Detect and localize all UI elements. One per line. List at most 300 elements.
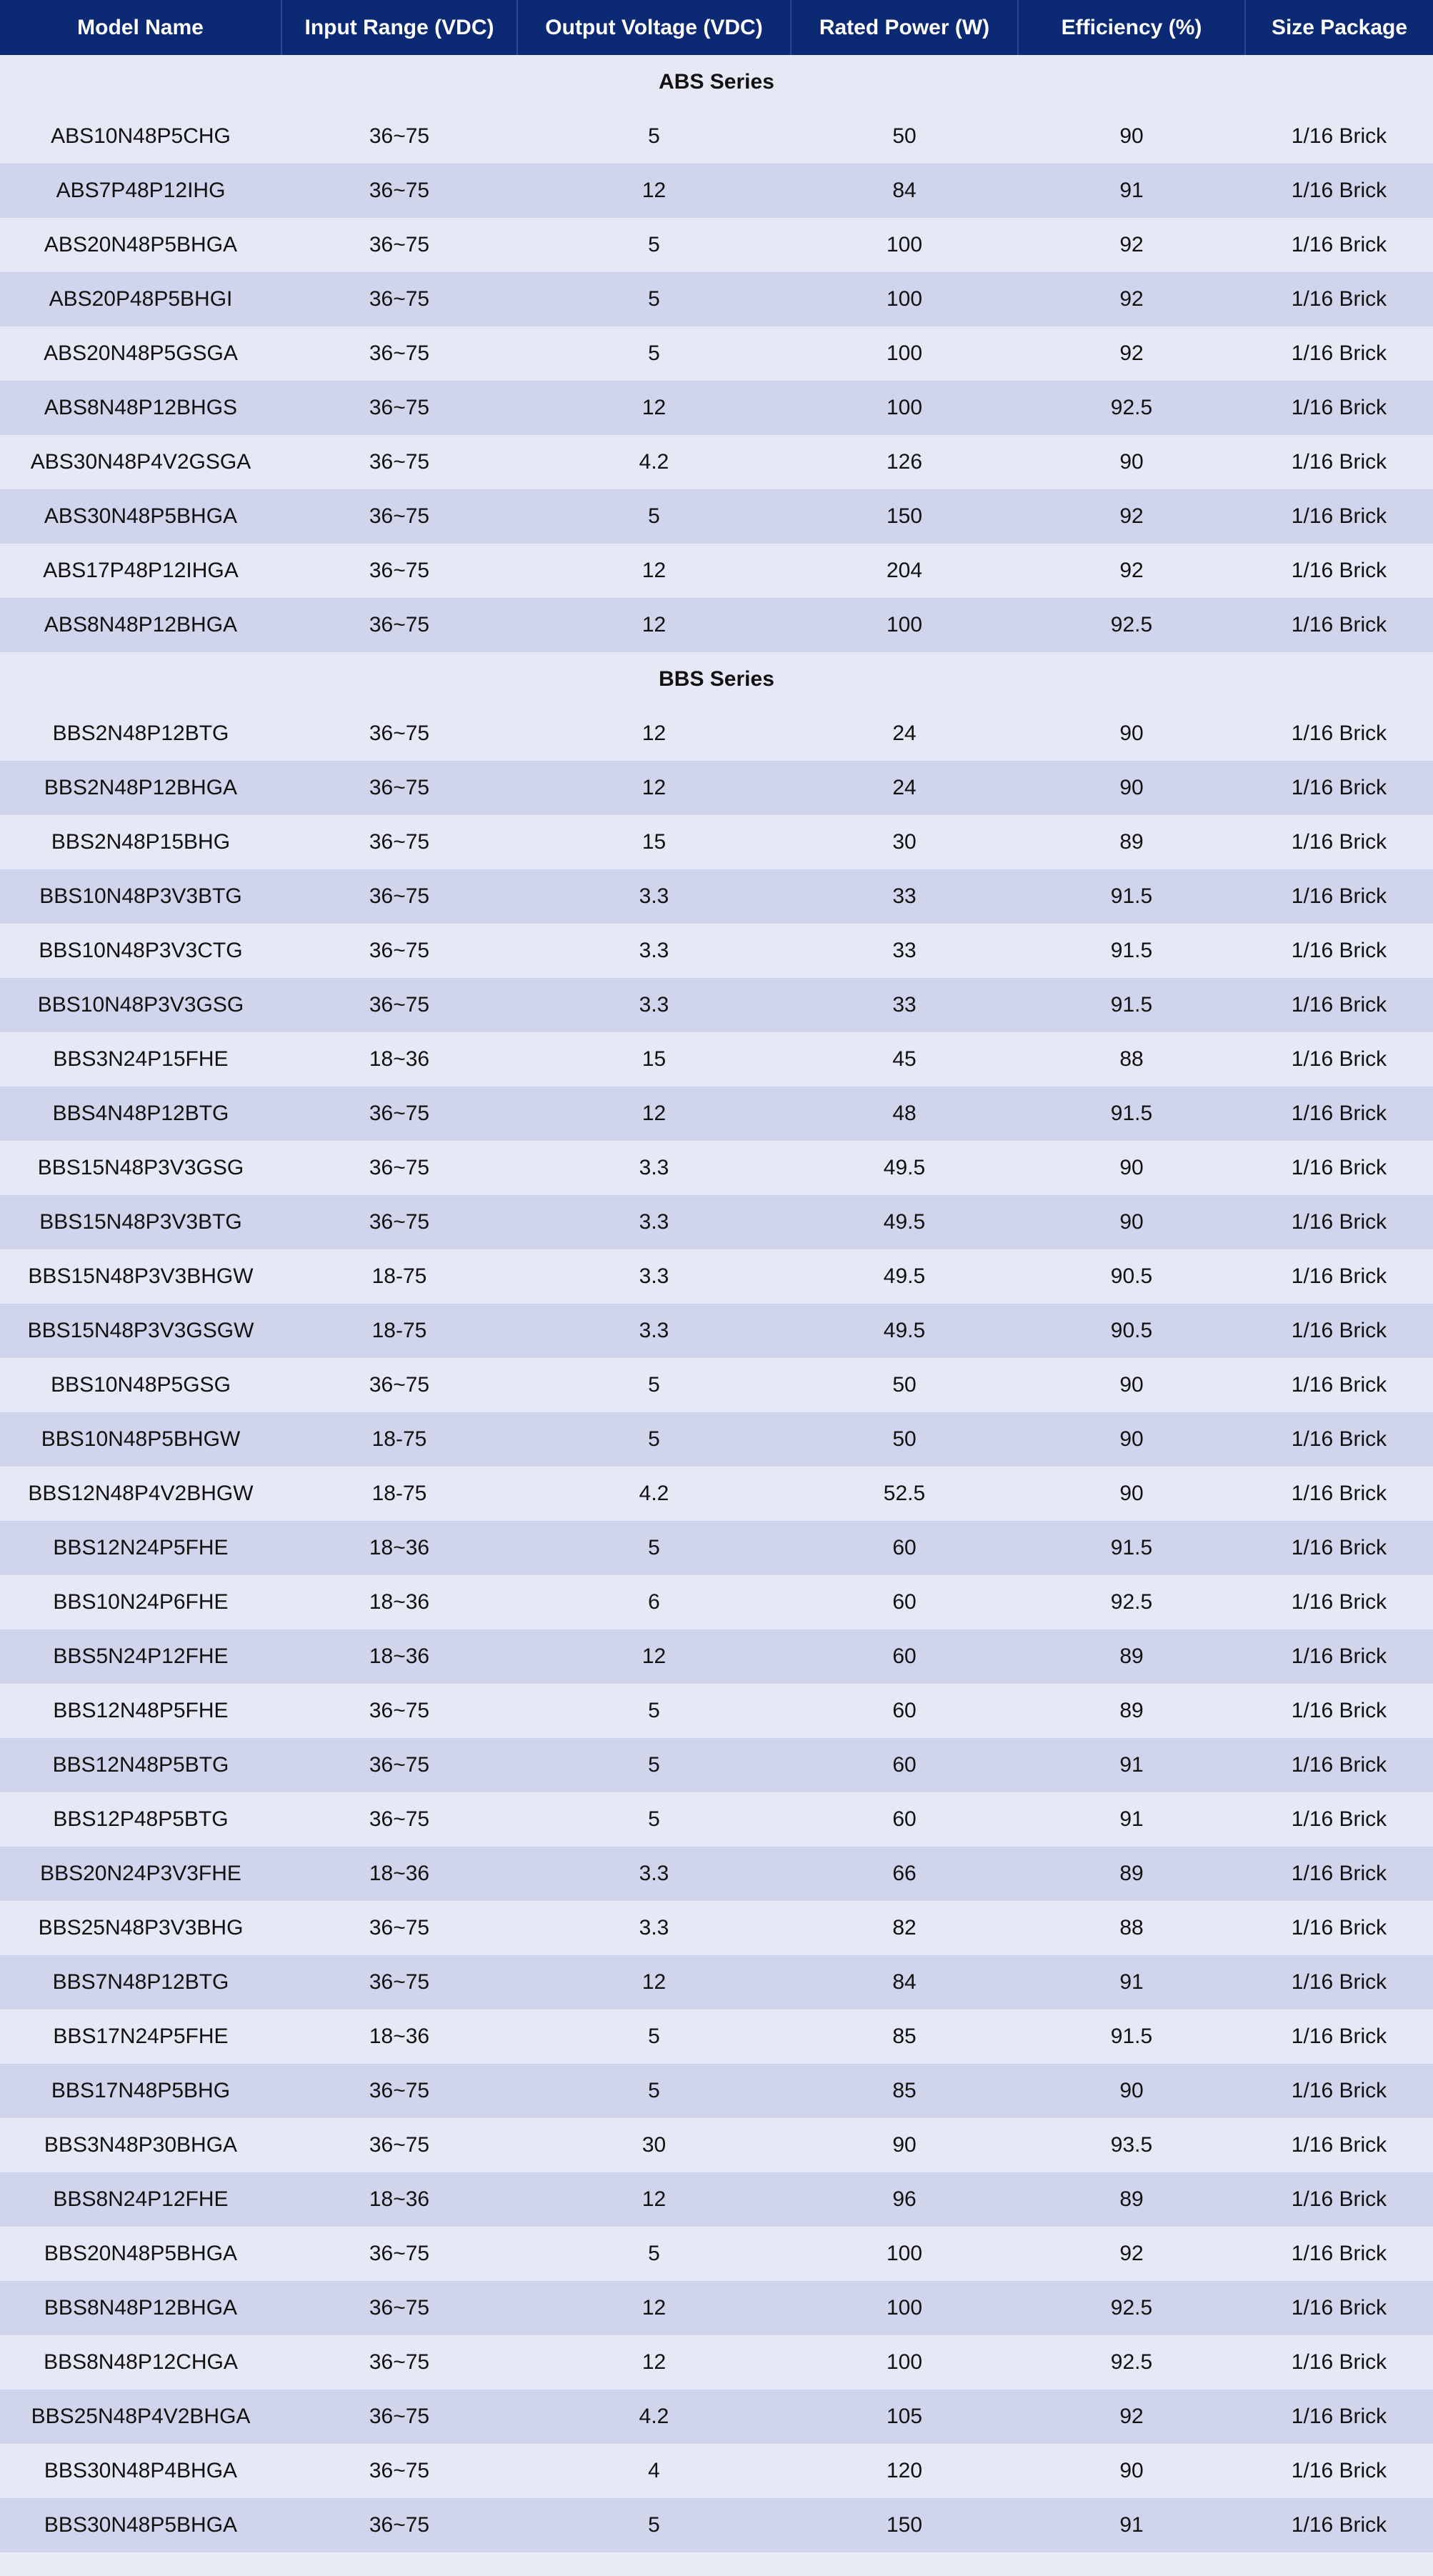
cell-rated-power: 60 <box>791 1629 1018 1684</box>
cell-size-package: 1/16 Brick <box>1245 2335 1433 2390</box>
cell-size-package: 1/16 Brick <box>1245 218 1433 272</box>
cell-model-name: BBS2N48P12BHGA <box>0 761 281 815</box>
cell-input-range: 36~75 <box>281 1792 517 1847</box>
cell-model-name: BBS10N24P6FHE <box>0 1575 281 1629</box>
table-row <box>0 1684 1433 1738</box>
cell-efficiency: 91 <box>1018 164 1245 218</box>
cell-output-voltage: 12 <box>517 598 791 652</box>
cell-efficiency: 90 <box>1018 1195 1245 1249</box>
cell-model-name: BBS12N48P5BTG <box>0 1738 281 1792</box>
cell-rated-power: 100 <box>791 2227 1018 2281</box>
cell-output-voltage: 3.3 <box>517 1249 791 1304</box>
cell-output-voltage: 5 <box>517 1358 791 1412</box>
cell-rated-power: 33 <box>791 869 1018 924</box>
cell-input-range: 36~75 <box>281 1087 517 1141</box>
cell-size-package: 1/16 Brick <box>1245 1521 1433 1575</box>
cell-model-name: BBS12N24P5FHE <box>0 1521 281 1575</box>
cell-size-package: 1/16 Brick <box>1245 707 1433 761</box>
cell-model-name: BBS15N48P3V3BTG <box>0 1195 281 1249</box>
cell-rated-power: 48 <box>791 1087 1018 1141</box>
column-header-model-name: Model Name <box>0 0 281 55</box>
table-row <box>0 1847 1433 1901</box>
cell-rated-power: 60 <box>791 1792 1018 1847</box>
cell-model-name: BBS10N48P5GSG <box>0 1358 281 1412</box>
cell-model-name: ABS30N48P4V2GSGA <box>0 435 281 489</box>
cell-efficiency: 90 <box>1018 1358 1245 1412</box>
cell-output-voltage: 5 <box>517 1412 791 1467</box>
cell-rated-power: 30 <box>791 815 1018 869</box>
cell-rated-power: 33 <box>791 924 1018 978</box>
table-body <box>0 55 1433 2552</box>
cell-efficiency: 93.5 <box>1018 2118 1245 2172</box>
cell-size-package: 1/16 Brick <box>1245 1738 1433 1792</box>
cell-size-package: 1/16 Brick <box>1245 272 1433 326</box>
cell-size-package: 1/16 Brick <box>1245 1412 1433 1467</box>
cell-output-voltage: 3.3 <box>517 869 791 924</box>
cell-output-voltage: 5 <box>517 218 791 272</box>
cell-efficiency: 91.5 <box>1018 1521 1245 1575</box>
cell-input-range: 18-75 <box>281 1412 517 1467</box>
table-row <box>0 2498 1433 2552</box>
cell-efficiency: 90 <box>1018 435 1245 489</box>
cell-input-range: 36~75 <box>281 2281 517 2335</box>
cell-input-range: 36~75 <box>281 1955 517 2010</box>
cell-rated-power: 49.5 <box>791 1195 1018 1249</box>
cell-output-voltage: 6 <box>517 1575 791 1629</box>
table-row <box>0 978 1433 1032</box>
cell-input-range: 36~75 <box>281 978 517 1032</box>
cell-size-package: 1/16 Brick <box>1245 435 1433 489</box>
cell-rated-power: 100 <box>791 218 1018 272</box>
table-row <box>0 2118 1433 2172</box>
cell-size-package: 1/16 Brick <box>1245 598 1433 652</box>
cell-input-range: 36~75 <box>281 2498 517 2552</box>
cell-model-name: BBS2N48P12BTG <box>0 707 281 761</box>
cell-model-name: BBS25N48P3V3BHG <box>0 1901 281 1955</box>
cell-efficiency: 89 <box>1018 815 1245 869</box>
cell-efficiency: 92.5 <box>1018 2281 1245 2335</box>
cell-input-range: 36~75 <box>281 869 517 924</box>
cell-output-voltage: 15 <box>517 1032 791 1087</box>
cell-efficiency: 90 <box>1018 2444 1245 2498</box>
table-row <box>0 2390 1433 2444</box>
cell-model-name: BBS20N48P5BHGA <box>0 2227 281 2281</box>
cell-input-range: 36~75 <box>281 1684 517 1738</box>
cell-output-voltage: 12 <box>517 2335 791 2390</box>
cell-output-voltage: 3.3 <box>517 1141 791 1195</box>
cell-input-range: 18~36 <box>281 1629 517 1684</box>
section-title: ABS Series <box>0 55 1433 109</box>
cell-rated-power: 50 <box>791 1358 1018 1412</box>
table-row <box>0 1575 1433 1629</box>
table-row <box>0 1141 1433 1195</box>
cell-input-range: 36~75 <box>281 2118 517 2172</box>
cell-rated-power: 100 <box>791 2335 1018 2390</box>
cell-output-voltage: 5 <box>517 1792 791 1847</box>
table-row <box>0 326 1433 381</box>
table-row <box>0 2227 1433 2281</box>
cell-efficiency: 91 <box>1018 1792 1245 1847</box>
table-row <box>0 707 1433 761</box>
table-row <box>0 218 1433 272</box>
cell-model-name: ABS20N48P5GSGA <box>0 326 281 381</box>
cell-model-name: BBS12P48P5BTG <box>0 1792 281 1847</box>
cell-input-range: 36~75 <box>281 272 517 326</box>
cell-efficiency: 89 <box>1018 1847 1245 1901</box>
cell-rated-power: 49.5 <box>791 1141 1018 1195</box>
table-row <box>0 2064 1433 2118</box>
cell-rated-power: 82 <box>791 1901 1018 1955</box>
cell-input-range: 18-75 <box>281 1467 517 1521</box>
cell-input-range: 36~75 <box>281 924 517 978</box>
cell-size-package: 1/16 Brick <box>1245 1792 1433 1847</box>
table-row <box>0 924 1433 978</box>
table-row <box>0 1467 1433 1521</box>
cell-input-range: 36~75 <box>281 761 517 815</box>
cell-efficiency: 92.5 <box>1018 1575 1245 1629</box>
cell-size-package: 1/16 Brick <box>1245 1847 1433 1901</box>
cell-rated-power: 100 <box>791 272 1018 326</box>
cell-output-voltage: 3.3 <box>517 978 791 1032</box>
cell-model-name: BBS8N24P12FHE <box>0 2172 281 2227</box>
cell-model-name: ABS20N48P5BHGA <box>0 218 281 272</box>
cell-efficiency: 91 <box>1018 1738 1245 1792</box>
cell-model-name: BBS4N48P12BTG <box>0 1087 281 1141</box>
cell-input-range: 18-75 <box>281 1304 517 1358</box>
cell-input-range: 36~75 <box>281 2227 517 2281</box>
cell-size-package: 1/16 Brick <box>1245 1629 1433 1684</box>
cell-rated-power: 24 <box>791 761 1018 815</box>
cell-size-package: 1/16 Brick <box>1245 1304 1433 1358</box>
cell-model-name: ABS8N48P12BHGA <box>0 598 281 652</box>
cell-input-range: 18~36 <box>281 1521 517 1575</box>
cell-rated-power: 66 <box>791 1847 1018 1901</box>
cell-input-range: 36~75 <box>281 326 517 381</box>
cell-efficiency: 90 <box>1018 1141 1245 1195</box>
cell-efficiency: 91 <box>1018 1955 1245 2010</box>
table-row <box>0 1032 1433 1087</box>
column-header-size-package: Size Package <box>1245 0 1433 55</box>
cell-size-package: 1/16 Brick <box>1245 2227 1433 2281</box>
cell-rated-power: 85 <box>791 2064 1018 2118</box>
cell-efficiency: 92 <box>1018 272 1245 326</box>
cell-rated-power: 84 <box>791 164 1018 218</box>
table-row <box>0 1792 1433 1847</box>
cell-model-name: BBS15N48P3V3BHGW <box>0 1249 281 1304</box>
cell-input-range: 36~75 <box>281 381 517 435</box>
cell-size-package: 1/16 Brick <box>1245 1467 1433 1521</box>
cell-model-name: BBS20N24P3V3FHE <box>0 1847 281 1901</box>
cell-model-name: BBS5N24P12FHE <box>0 1629 281 1684</box>
table-row <box>0 869 1433 924</box>
cell-size-package: 1/16 Brick <box>1245 2281 1433 2335</box>
cell-size-package: 1/16 Brick <box>1245 2172 1433 2227</box>
cell-size-package: 1/16 Brick <box>1245 1901 1433 1955</box>
cell-size-package: 1/16 Brick <box>1245 869 1433 924</box>
cell-output-voltage: 5 <box>517 109 791 164</box>
cell-output-voltage: 5 <box>517 1521 791 1575</box>
cell-efficiency: 90 <box>1018 109 1245 164</box>
cell-input-range: 36~75 <box>281 544 517 598</box>
table-row <box>0 1521 1433 1575</box>
cell-model-name: BBS8N48P12BHGA <box>0 2281 281 2335</box>
cell-size-package: 1/16 Brick <box>1245 978 1433 1032</box>
table-row <box>0 2172 1433 2227</box>
table-row <box>0 598 1433 652</box>
cell-input-range: 36~75 <box>281 707 517 761</box>
cell-input-range: 36~75 <box>281 2444 517 2498</box>
cell-rated-power: 100 <box>791 381 1018 435</box>
cell-efficiency: 90 <box>1018 1467 1245 1521</box>
cell-input-range: 36~75 <box>281 1141 517 1195</box>
cell-rated-power: 90 <box>791 2118 1018 2172</box>
cell-model-name: BBS12N48P5FHE <box>0 1684 281 1738</box>
table-row <box>0 1629 1433 1684</box>
table-row <box>0 164 1433 218</box>
cell-model-name: BBS8N48P12CHGA <box>0 2335 281 2390</box>
cell-efficiency: 91.5 <box>1018 869 1245 924</box>
cell-output-voltage: 5 <box>517 2227 791 2281</box>
cell-rated-power: 150 <box>791 2498 1018 2552</box>
cell-size-package: 1/16 Brick <box>1245 164 1433 218</box>
cell-size-package: 1/16 Brick <box>1245 489 1433 544</box>
cell-output-voltage: 5 <box>517 326 791 381</box>
cell-efficiency: 89 <box>1018 1629 1245 1684</box>
table-row <box>0 544 1433 598</box>
table-row <box>0 1738 1433 1792</box>
cell-output-voltage: 12 <box>517 1955 791 2010</box>
cell-output-voltage: 3.3 <box>517 1901 791 1955</box>
cell-efficiency: 92.5 <box>1018 381 1245 435</box>
cell-input-range: 36~75 <box>281 1738 517 1792</box>
table-row <box>0 381 1433 435</box>
cell-efficiency: 89 <box>1018 2172 1245 2227</box>
cell-rated-power: 49.5 <box>791 1249 1018 1304</box>
cell-input-range: 36~75 <box>281 815 517 869</box>
cell-rated-power: 60 <box>791 1684 1018 1738</box>
cell-size-package: 1/16 Brick <box>1245 326 1433 381</box>
cell-efficiency: 92 <box>1018 2390 1245 2444</box>
cell-model-name: BBS25N48P4V2BHGA <box>0 2390 281 2444</box>
cell-input-range: 36~75 <box>281 435 517 489</box>
cell-model-name: BBS10N48P3V3GSG <box>0 978 281 1032</box>
cell-output-voltage: 3.3 <box>517 1847 791 1901</box>
cell-model-name: BBS17N24P5FHE <box>0 2010 281 2064</box>
cell-model-name: BBS15N48P3V3GSG <box>0 1141 281 1195</box>
cell-rated-power: 100 <box>791 326 1018 381</box>
cell-efficiency: 88 <box>1018 1032 1245 1087</box>
cell-output-voltage: 12 <box>517 381 791 435</box>
cell-model-name: BBS30N48P5BHGA <box>0 2498 281 2552</box>
cell-size-package: 1/16 Brick <box>1245 815 1433 869</box>
cell-model-name: ABS17P48P12IHGA <box>0 544 281 598</box>
cell-model-name: BBS10N48P3V3BTG <box>0 869 281 924</box>
cell-output-voltage: 12 <box>517 2172 791 2227</box>
cell-size-package: 1/16 Brick <box>1245 1575 1433 1629</box>
table-row <box>0 1304 1433 1358</box>
cell-size-package: 1/16 Brick <box>1245 544 1433 598</box>
cell-output-voltage: 4.2 <box>517 435 791 489</box>
cell-rated-power: 45 <box>791 1032 1018 1087</box>
cell-efficiency: 92.5 <box>1018 2335 1245 2390</box>
table-row <box>0 2444 1433 2498</box>
cell-efficiency: 91.5 <box>1018 978 1245 1032</box>
cell-output-voltage: 12 <box>517 761 791 815</box>
table-row <box>0 489 1433 544</box>
cell-input-range: 36~75 <box>281 218 517 272</box>
cell-output-voltage: 12 <box>517 2281 791 2335</box>
cell-rated-power: 204 <box>791 544 1018 598</box>
cell-size-package: 1/16 Brick <box>1245 1684 1433 1738</box>
cell-model-name: ABS7P48P12IHG <box>0 164 281 218</box>
cell-model-name: ABS10N48P5CHG <box>0 109 281 164</box>
table-row <box>0 272 1433 326</box>
cell-size-package: 1/16 Brick <box>1245 1955 1433 2010</box>
cell-model-name: BBS2N48P15BHG <box>0 815 281 869</box>
cell-size-package: 1/16 Brick <box>1245 2390 1433 2444</box>
table-row <box>0 1955 1433 2010</box>
column-header-rated-power: Rated Power (W) <box>791 0 1018 55</box>
cell-rated-power: 84 <box>791 1955 1018 2010</box>
cell-input-range: 36~75 <box>281 164 517 218</box>
cell-model-name: BBS30N48P4BHGA <box>0 2444 281 2498</box>
cell-output-voltage: 15 <box>517 815 791 869</box>
table-row <box>0 815 1433 869</box>
cell-size-package: 1/16 Brick <box>1245 1087 1433 1141</box>
cell-size-package: 1/16 Brick <box>1245 2118 1433 2172</box>
table-header <box>0 0 1433 55</box>
cell-input-range: 18-75 <box>281 1249 517 1304</box>
cell-model-name: BBS12N48P4V2BHGW <box>0 1467 281 1521</box>
cell-efficiency: 92 <box>1018 2227 1245 2281</box>
cell-model-name: BBS15N48P3V3GSGW <box>0 1304 281 1358</box>
cell-efficiency: 90.5 <box>1018 1304 1245 1358</box>
cell-efficiency: 89 <box>1018 1684 1245 1738</box>
cell-output-voltage: 5 <box>517 1738 791 1792</box>
cell-size-package: 1/16 Brick <box>1245 761 1433 815</box>
cell-rated-power: 100 <box>791 2281 1018 2335</box>
cell-input-range: 36~75 <box>281 1195 517 1249</box>
cell-rated-power: 100 <box>791 598 1018 652</box>
cell-rated-power: 96 <box>791 2172 1018 2227</box>
cell-size-package: 1/16 Brick <box>1245 1141 1433 1195</box>
cell-input-range: 36~75 <box>281 1901 517 1955</box>
cell-efficiency: 92.5 <box>1018 598 1245 652</box>
table-row <box>0 1195 1433 1249</box>
cell-rated-power: 60 <box>791 1738 1018 1792</box>
cell-model-name: BBS10N48P3V3CTG <box>0 924 281 978</box>
cell-input-range: 18~36 <box>281 2172 517 2227</box>
cell-output-voltage: 12 <box>517 707 791 761</box>
cell-input-range: 36~75 <box>281 1358 517 1412</box>
cell-size-package: 1/16 Brick <box>1245 924 1433 978</box>
cell-efficiency: 90.5 <box>1018 1249 1245 1304</box>
cell-efficiency: 91 <box>1018 2498 1245 2552</box>
cell-model-name: BBS3N24P15FHE <box>0 1032 281 1087</box>
cell-rated-power: 50 <box>791 1412 1018 1467</box>
cell-output-voltage: 4.2 <box>517 2390 791 2444</box>
cell-rated-power: 150 <box>791 489 1018 544</box>
cell-output-voltage: 5 <box>517 489 791 544</box>
table-row <box>0 2010 1433 2064</box>
cell-size-package: 1/16 Brick <box>1245 109 1433 164</box>
cell-input-range: 36~75 <box>281 489 517 544</box>
table-row <box>0 1412 1433 1467</box>
cell-model-name: ABS30N48P5BHGA <box>0 489 281 544</box>
cell-rated-power: 24 <box>791 707 1018 761</box>
cell-size-package: 1/16 Brick <box>1245 1249 1433 1304</box>
column-header-input-range: Input Range (VDC) <box>281 0 517 55</box>
cell-input-range: 36~75 <box>281 2390 517 2444</box>
cell-input-range: 18~36 <box>281 1847 517 1901</box>
cell-efficiency: 91.5 <box>1018 924 1245 978</box>
column-header-efficiency: Efficiency (%) <box>1018 0 1245 55</box>
cell-model-name: BBS17N48P5BHG <box>0 2064 281 2118</box>
cell-rated-power: 85 <box>791 2010 1018 2064</box>
cell-output-voltage: 5 <box>517 2064 791 2118</box>
table-row <box>0 1087 1433 1141</box>
cell-rated-power: 105 <box>791 2390 1018 2444</box>
cell-input-range: 18~36 <box>281 2010 517 2064</box>
cell-output-voltage: 4.2 <box>517 1467 791 1521</box>
cell-output-voltage: 12 <box>517 164 791 218</box>
cell-input-range: 36~75 <box>281 2335 517 2390</box>
cell-size-package: 1/16 Brick <box>1245 2064 1433 2118</box>
table-row <box>0 109 1433 164</box>
cell-rated-power: 60 <box>791 1521 1018 1575</box>
table-row <box>0 1901 1433 1955</box>
cell-efficiency: 90 <box>1018 1412 1245 1467</box>
cell-size-package: 1/16 Brick <box>1245 1358 1433 1412</box>
cell-model-name: ABS8N48P12BHGS <box>0 381 281 435</box>
cell-model-name: BBS7N48P12BTG <box>0 1955 281 2010</box>
cell-input-range: 36~75 <box>281 2064 517 2118</box>
cell-output-voltage: 12 <box>517 544 791 598</box>
table-row <box>0 2281 1433 2335</box>
cell-rated-power: 33 <box>791 978 1018 1032</box>
cell-output-voltage: 3.3 <box>517 1195 791 1249</box>
cell-output-voltage: 3.3 <box>517 1304 791 1358</box>
cell-efficiency: 91.5 <box>1018 1087 1245 1141</box>
cell-input-range: 36~75 <box>281 109 517 164</box>
table-row <box>0 761 1433 815</box>
cell-rated-power: 126 <box>791 435 1018 489</box>
table-row <box>0 435 1433 489</box>
cell-output-voltage: 5 <box>517 272 791 326</box>
table-row <box>0 2335 1433 2390</box>
cell-output-voltage: 5 <box>517 1684 791 1738</box>
cell-model-name: BBS3N48P30BHGA <box>0 2118 281 2172</box>
cell-efficiency: 92 <box>1018 326 1245 381</box>
cell-output-voltage: 5 <box>517 2010 791 2064</box>
cell-output-voltage: 12 <box>517 1629 791 1684</box>
cell-efficiency: 90 <box>1018 707 1245 761</box>
cell-efficiency: 91.5 <box>1018 2010 1245 2064</box>
cell-size-package: 1/16 Brick <box>1245 2498 1433 2552</box>
cell-output-voltage: 12 <box>517 1087 791 1141</box>
cell-efficiency: 90 <box>1018 2064 1245 2118</box>
cell-rated-power: 49.5 <box>791 1304 1018 1358</box>
cell-size-package: 1/16 Brick <box>1245 1195 1433 1249</box>
cell-rated-power: 52.5 <box>791 1467 1018 1521</box>
cell-output-voltage: 30 <box>517 2118 791 2172</box>
column-header-output-voltage: Output Voltage (VDC) <box>517 0 791 55</box>
cell-output-voltage: 4 <box>517 2444 791 2498</box>
cell-size-package: 1/16 Brick <box>1245 2010 1433 2064</box>
cell-output-voltage: 3.3 <box>517 924 791 978</box>
cell-rated-power: 60 <box>791 1575 1018 1629</box>
cell-size-package: 1/16 Brick <box>1245 2444 1433 2498</box>
